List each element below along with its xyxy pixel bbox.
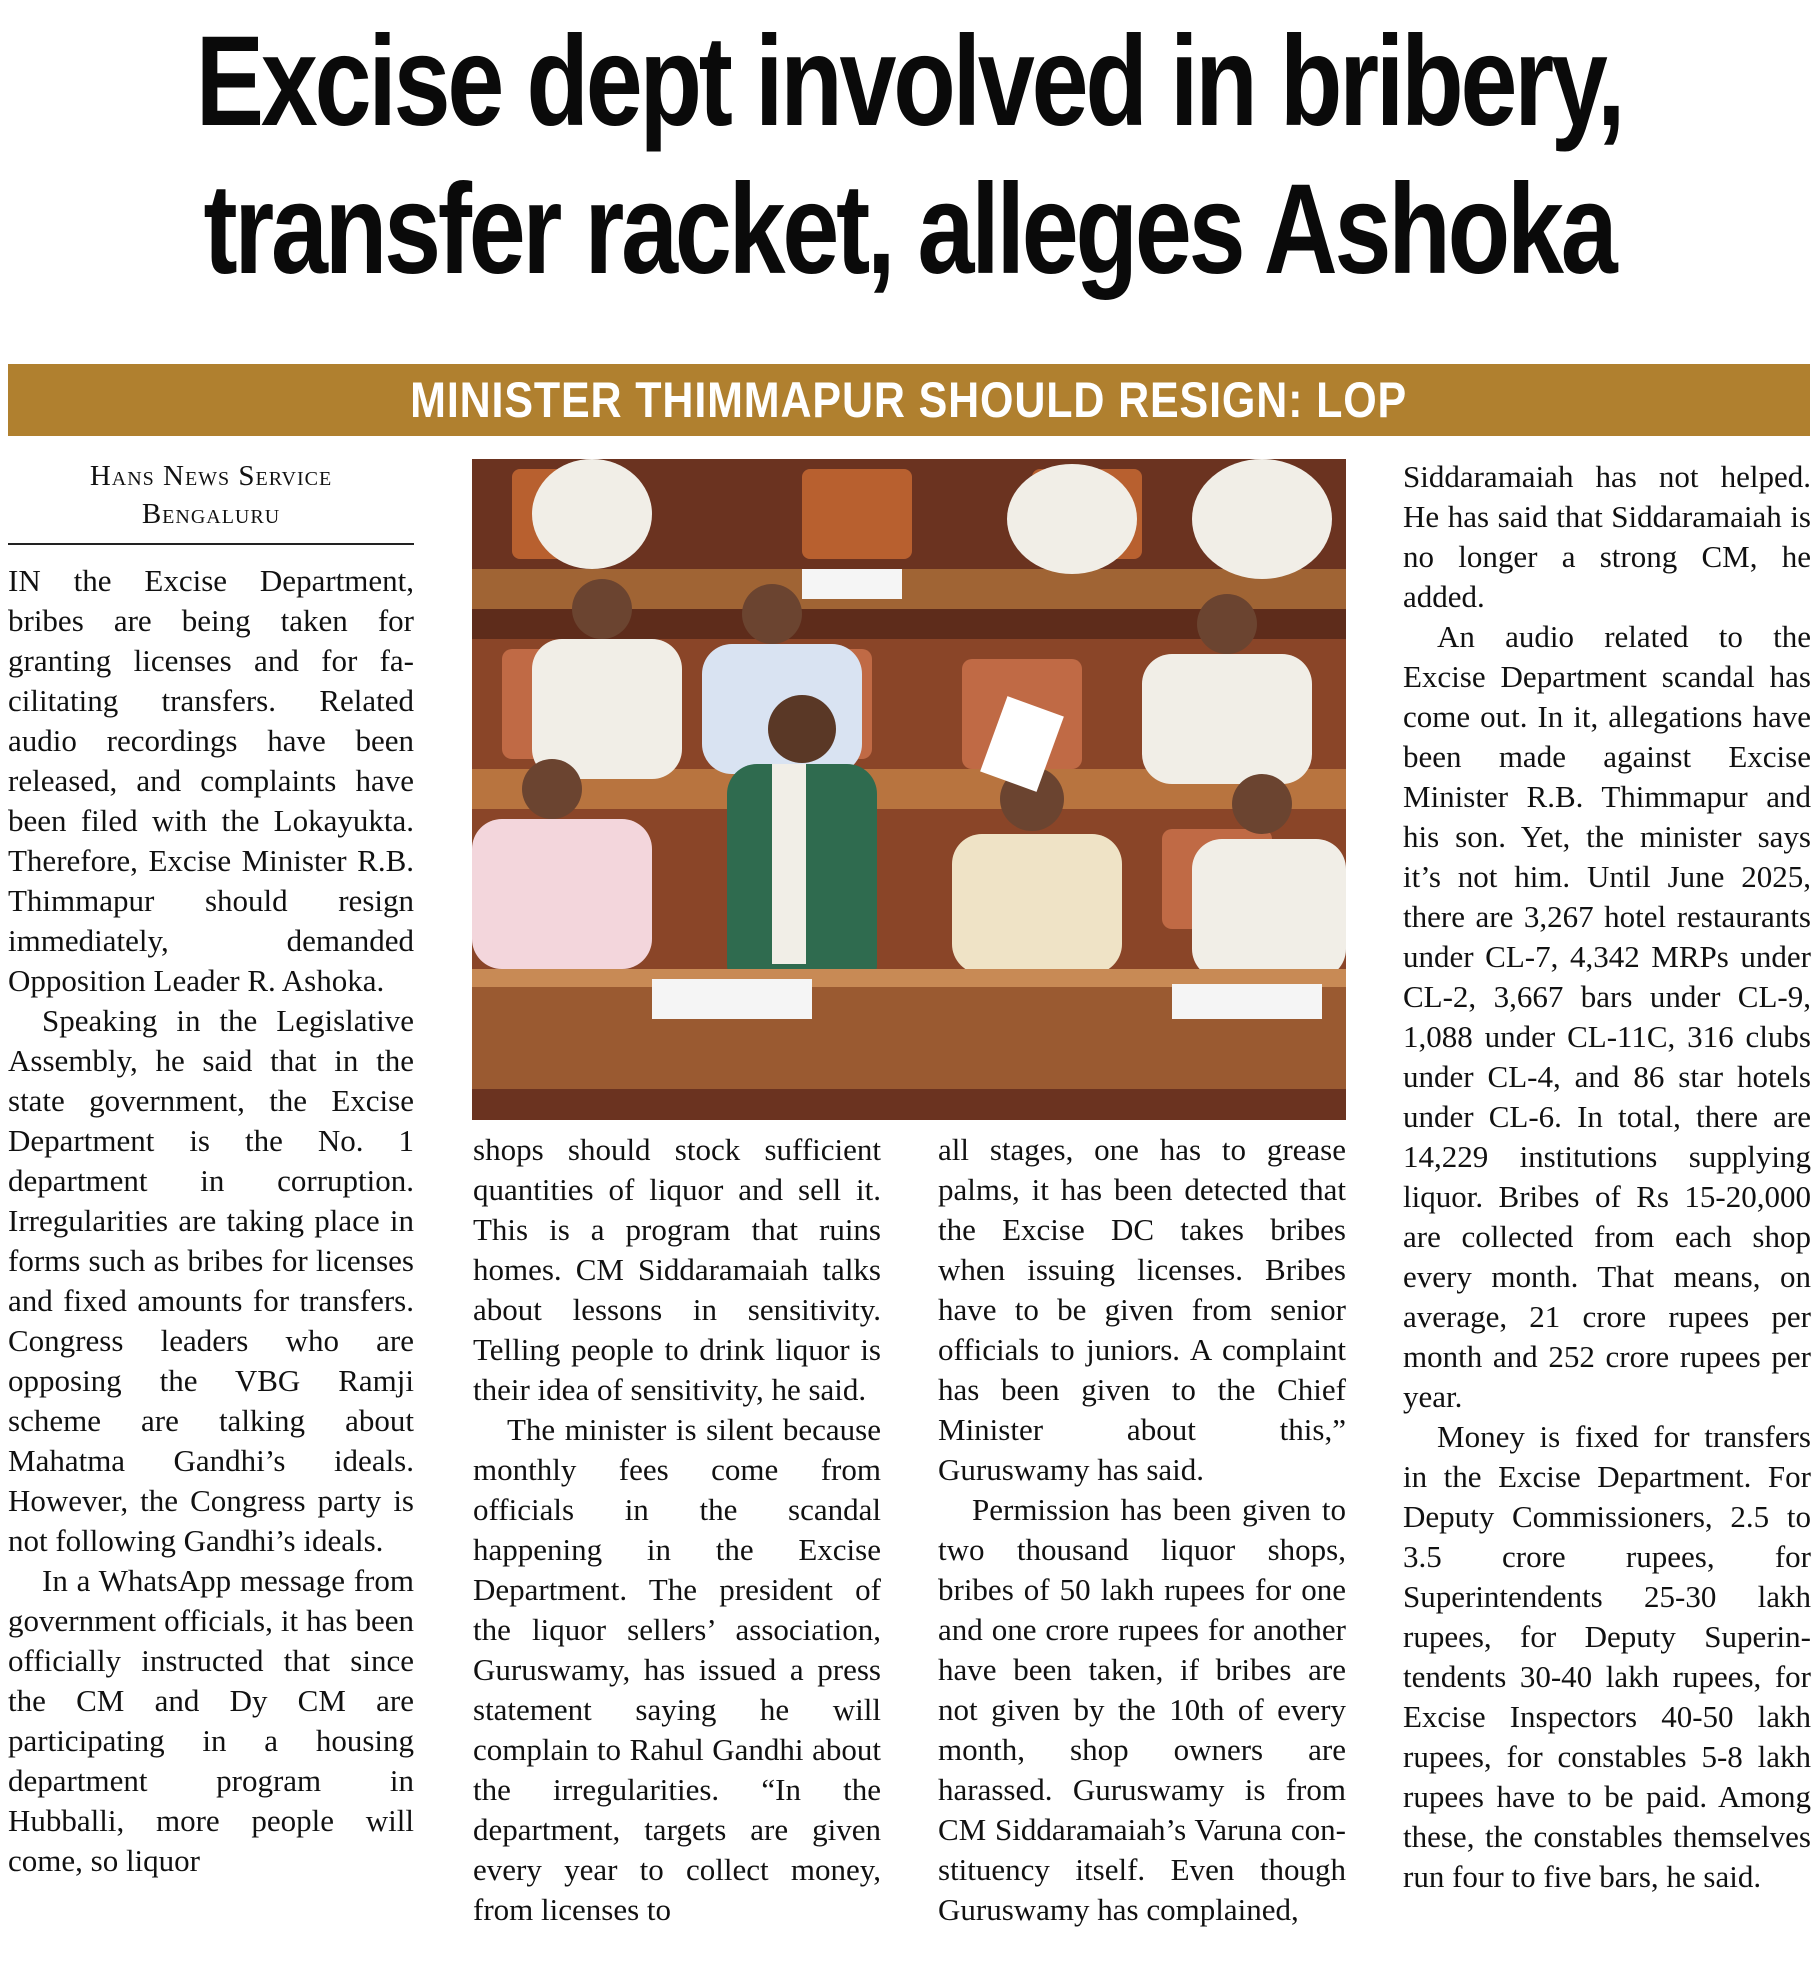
headline: Excise dept involved in bribery, transfer racket, alleges Ashoka: [195, 10, 1623, 301]
strapline: MINISTER THIMMAPUR SHOULD RESIGN: LOP: [410, 372, 1408, 428]
paragraph: Permission has been given to two thousand liquor shops, bribes of 50 lakh rupees for one and one crore rupees for another have been taken, if bribes are not given by the 10th of every month, shop owners are harassed. Guruswamy is from CM Siddaramaiah’s Varuna constituency itself. Even though Guruswamy has complained,: [938, 1492, 1346, 1927]
paragraph: IN the Excise Department, bribes are being taken for granting licenses and for facilitating transfers. Related audio recordings have been released, and complaints have been filed with the Lokayukta. Therefore, Excise Minister R.B. Thimmapur should resign immediately, demanded Opposition Leader R. Ashoka.: [8, 563, 414, 998]
article-column-3: [938, 1130, 1346, 1970]
article-column-2: [473, 1130, 881, 1970]
paragraph: Siddaramaiah has not helped. He has said that Siddaramaiah is no longer a strong CM, he added.: [1403, 459, 1811, 614]
paragraph: Money is fixed for transfers in the Excise Department. For Deputy Commissioners, 2.5 to 3.5 crore rupees, for Superintendents 25-30 lakh rupees, for Deputy Superintendents 30-40 lakh rupees, for Excise Inspectors 40-50 lakh rupees, for constables 5-8 lakh rupees have to be paid. Among these, the constables themselves run four to five bars, he said.: [1403, 1419, 1811, 1894]
strapline-banner: [8, 364, 1810, 436]
assembly-photo-icon: [472, 459, 1346, 1120]
byline-city: Bengaluru: [141, 498, 281, 530]
byline: [8, 457, 414, 545]
byline-agency: Hans News Service: [89, 460, 333, 492]
paragraph: all stages, one has to grease palms, it has been detected that the Excise DC takes bribes when issuing licenses. Bribes have to be given from senior officials to juniors. A complaint has been given to the Chief Minister about this,” Guruswamy has said.: [938, 1132, 1346, 1487]
article-column-1: [8, 457, 414, 1970]
paragraph: In a WhatsApp message from government officials, it has been officially instructed that since the CM and Dy CM are participating in a housing department program in Hubballi, more people will come, so liquor: [8, 1563, 414, 1878]
paragraph: Speaking in the Legislative Assembly, he said that in the state government, the Excise Department is the No. 1 department in corruption. Irregularities are taking place in forms such as bribes for licenses and fixed amounts for transfers. Congress leaders who are opposing the VBG Ramji scheme are talking about Mahatma Gandhi’s ideals. However, the Congress party is not following Gandhi’s ideals.: [8, 1003, 414, 1558]
paragraph: shops should stock sufficient quantities of liquor and sell it. This is a program that ruins homes. CM Siddaramaiah talks about lessons in sensitivity. Telling people to drink liquor is their idea of sensitivity, he said.: [473, 1132, 881, 1407]
article-column-4: [1403, 457, 1811, 1970]
paragraph: An audio related to the Excise Department scandal has come out. In it, allegations have been made against Excise Minister R.B. Thimmapur and his son. Yet, the minister says it’s not him. Until June 2025, there are 3,267 hotel restaurants under CL-7, 4,342 MRPs under CL-2, 3,667 bars under CL-9, 1,088 under CL-11C, 316 clubs under CL-4, and 86 star hotels under CL-6. In total, there are 14,229 institutions supplying liquor. Bribes of Rs 15-20,000 are collected from each shop every month. That means, on average, 21 crore rupees per month and 252 crore rupees per year.: [1403, 619, 1811, 1414]
assembly-photo: [472, 459, 1346, 1120]
paragraph: The minister is silent because monthly fees come from officials in the scandal happening in the Excise Department. The president of the liquor sellers’ association, Guruswamy, has issued a press statement saying he will complain to Rahul Gandhi about the irregularities. “In the department, targets are given every year to collect money, from licenses to: [473, 1412, 881, 1927]
